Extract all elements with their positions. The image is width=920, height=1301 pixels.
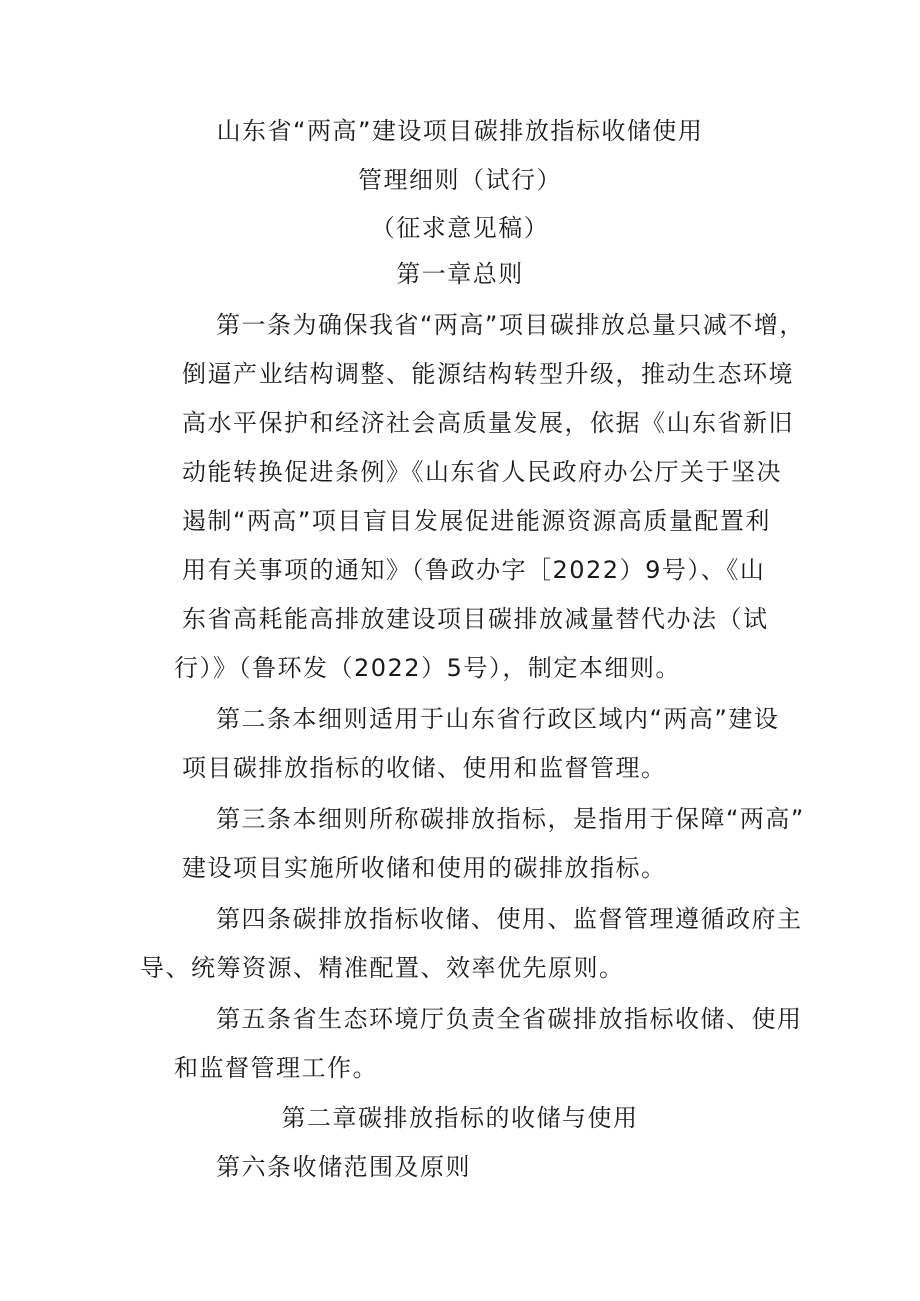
article-1-line-4: 动能转换促进条例》《山东省人民政府办公厅关于坚决 xyxy=(182,458,782,486)
article-1-line-7: 东省高耗能高排放建设项目碳排放减量替代办法（试 xyxy=(182,605,769,633)
article-1-line-1: 第一条为确保我省“两高”项目碳排放总量只减不增， xyxy=(216,311,805,339)
article-6-heading: 第六条收储范围及原则 xyxy=(216,1153,471,1181)
article-2-line-1: 第二条本细则适用于山东省行政区域内“两高”建设 xyxy=(216,705,780,733)
article-3-line-2: 建设项目实施所收储和使用的碳排放指标。 xyxy=(182,854,667,882)
chapter-heading-2: 第二章碳排放指标的收储与使用 xyxy=(281,1104,639,1132)
article-1-line-5: 遏制“两高”项目盲目发展促进能源资源高质量配置利 xyxy=(182,507,771,535)
article-5-line-2: 和监督管理工作。 xyxy=(174,1054,378,1082)
document-title-line-2: 管理细则（试行） xyxy=(358,166,562,194)
chapter-heading-1: 第一章总则 xyxy=(396,260,524,288)
document-subtitle: （征求意见稿） xyxy=(370,214,550,242)
document-title-line-1: 山东省“两高”建设项目碳排放指标收储使用 xyxy=(216,117,704,145)
article-5-line-1: 第五条省生态环境厅负责全省碳排放指标收储、使用 xyxy=(216,1005,803,1033)
article-1-line-3: 高水平保护和经济社会高质量发展，依据《山东省新旧 xyxy=(182,409,794,437)
article-2-line-2: 项目碳排放指标的收储、使用和监督管理。 xyxy=(182,754,667,782)
article-3-line-1: 第三条本细则所称碳排放指标，是指用于保障“两高” xyxy=(216,805,805,833)
article-1-line-2: 倒逼产业结构调整、能源结构转型升级，推动生态环境 xyxy=(182,360,794,388)
article-1-line-8: 行）》（鲁环发（2022）5号），制定本细则。 xyxy=(174,654,681,682)
article-4-line-1: 第四条碳排放指标收储、使用、监督管理遵循政府主 xyxy=(216,905,803,933)
article-4-line-2: 导、统筹资源、精准配置、效率优先原则。 xyxy=(140,954,625,982)
article-1-line-6: 用有关事项的通知》（鲁政办字［2022）9号）、《山 xyxy=(182,556,766,584)
